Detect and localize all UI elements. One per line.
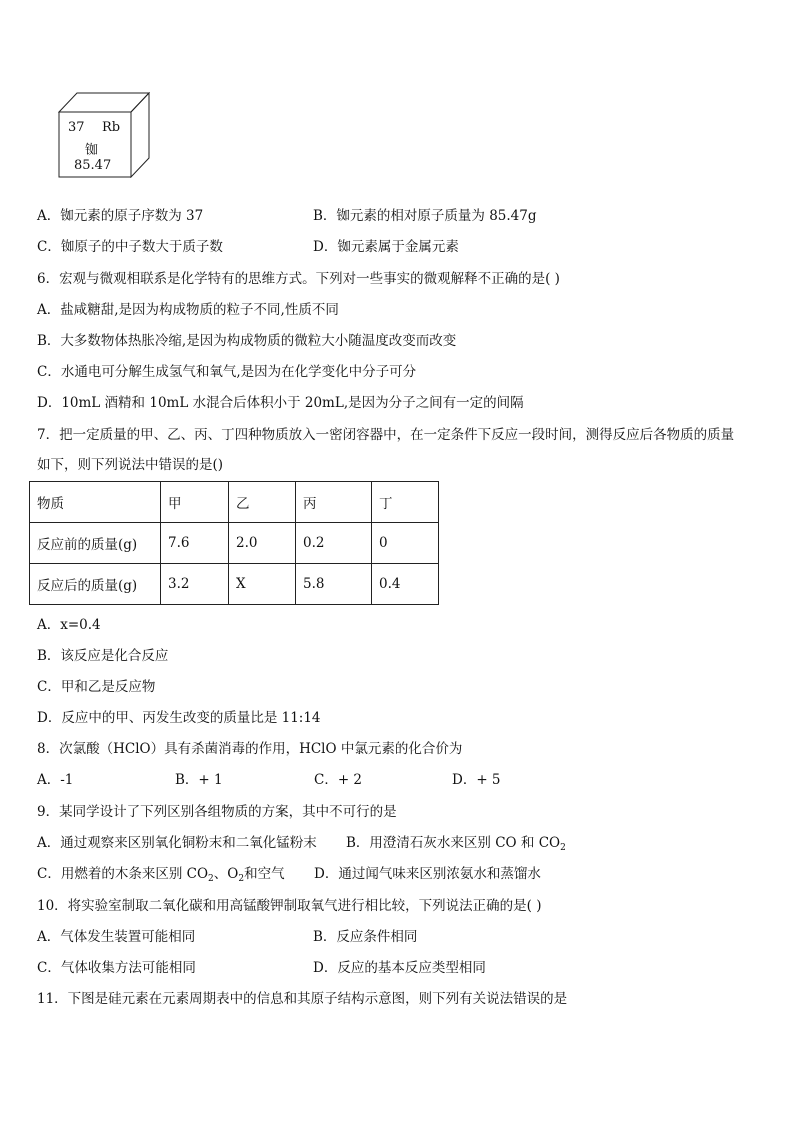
q6-option-b: B．大多数物体热胀冷缩,是因为构成物质的微粒大小随温度改变而改变 bbox=[37, 333, 457, 349]
table-header-row bbox=[30, 482, 439, 523]
atomic-number: 37 bbox=[68, 120, 85, 135]
q5-option-d: D．铷元素属于金属元素 bbox=[313, 239, 459, 255]
q5-option-c: C．铷原子的中子数大于质子数 bbox=[37, 239, 223, 255]
table-cell: 反应前的质量(g) bbox=[30, 523, 161, 564]
q7-option-c: C．甲和乙是反应物 bbox=[37, 679, 156, 695]
q10-option-d: D．反应的基本反应类型相同 bbox=[313, 960, 486, 976]
table-header-cell: 乙 bbox=[229, 482, 296, 523]
q6-option-a: A．盐咸糖甜,是因为构成物质的粒子不同,性质不同 bbox=[37, 302, 339, 318]
q9-option-d: D．通过闻气味来区别浓氨水和蒸馏水 bbox=[314, 866, 541, 882]
element-card-rubidium bbox=[58, 92, 150, 178]
table-cell: X bbox=[229, 564, 296, 605]
q5-option-a: A．铷元素的原子序数为 37 bbox=[37, 208, 204, 224]
table-row bbox=[30, 523, 439, 564]
table-header-cell: 丁 bbox=[372, 482, 439, 523]
mass-table bbox=[29, 481, 439, 605]
table-header-cell: 丙 bbox=[296, 482, 372, 523]
table-cell: 5.8 bbox=[296, 564, 372, 605]
q10-option-a: A．气体发生装置可能相同 bbox=[37, 929, 196, 945]
q9-option-a: A．通过观察来区别氧化铜粉末和二氧化锰粉末 bbox=[37, 835, 317, 851]
element-name: 铷 bbox=[85, 143, 99, 158]
q10-stem: 10．将实验室制取二氧化碳和用高锰酸钾制取氧气进行相比较，下列说法正确的是( ) bbox=[37, 898, 542, 914]
q8-stem: 8．次氯酸（HClO）具有杀菌消毒的作用，HClO 中氯元素的化合价为 bbox=[37, 741, 463, 757]
q6-option-d: D．10mL 酒精和 10mL 水混合后体积小于 20mL,是因为分子之间有一定的间隔 bbox=[37, 395, 524, 411]
q7-option-d: D．反应中的甲、丙发生改变的质量比是 11:14 bbox=[37, 710, 321, 726]
table-cell: 0.2 bbox=[296, 523, 372, 564]
table-cell: 0 bbox=[372, 523, 439, 564]
table-cell: 0.4 bbox=[372, 564, 439, 605]
q7-stem-line1: 7．把一定质量的甲、乙、丙、丁四种物质放入一密闭容器中，在一定条件下反应一段时间，测得反应后各物质的质量 bbox=[37, 427, 735, 443]
q8-option-d: D．+ 5 bbox=[452, 772, 501, 788]
q7-option-b: B．该反应是化合反应 bbox=[37, 648, 169, 664]
table-cell: 反应后的质量(g) bbox=[30, 564, 161, 605]
table-row bbox=[30, 564, 439, 605]
q9-option-b: B．用澄清石灰水来区别 CO 和 $CO_2$ bbox=[346, 835, 566, 853]
q8-option-b: B．+ 1 bbox=[175, 772, 223, 788]
table-header-cell: 物质 bbox=[30, 482, 161, 523]
q7-option-a: A．x=0.4 bbox=[37, 617, 101, 633]
q9-option-c: C．用燃着的木条来区别 $CO_2$、$O_2$和空气 bbox=[37, 866, 285, 884]
element-symbol: Rb bbox=[102, 120, 121, 135]
q5-option-b: B．铷元素的相对原子质量为 85.47g bbox=[313, 208, 537, 224]
table-header-cell: 甲 bbox=[161, 482, 229, 523]
q7-stem-line2: 如下，则下列说法中错误的是() bbox=[37, 457, 224, 473]
table-cell: 7.6 bbox=[161, 523, 229, 564]
atomic-mass: 85.47 bbox=[74, 158, 112, 173]
q9-stem: 9．某同学设计了下列区别各组物质的方案，其中不可行的是 bbox=[37, 804, 397, 820]
q10-option-b: B．反应条件相同 bbox=[313, 929, 418, 945]
q8-option-c: C．+ 2 bbox=[314, 772, 363, 788]
table-cell: 2.0 bbox=[229, 523, 296, 564]
table-cell: 3.2 bbox=[161, 564, 229, 605]
q10-option-c: C．气体收集方法可能相同 bbox=[37, 960, 196, 976]
q11-stem: 11．下图是硅元素在元素周期表中的信息和其原子结构示意图，则下列有关说法错误的是 bbox=[37, 991, 568, 1007]
q6-stem: 6．宏观与微观相联系是化学特有的思维方式。下列对一些事实的微观解释不正确的是( ) bbox=[37, 271, 560, 287]
q8-option-a: A．-1 bbox=[37, 772, 74, 788]
q6-option-c: C．水通电可分解生成氢气和氧气,是因为在化学变化中分子可分 bbox=[37, 364, 417, 380]
